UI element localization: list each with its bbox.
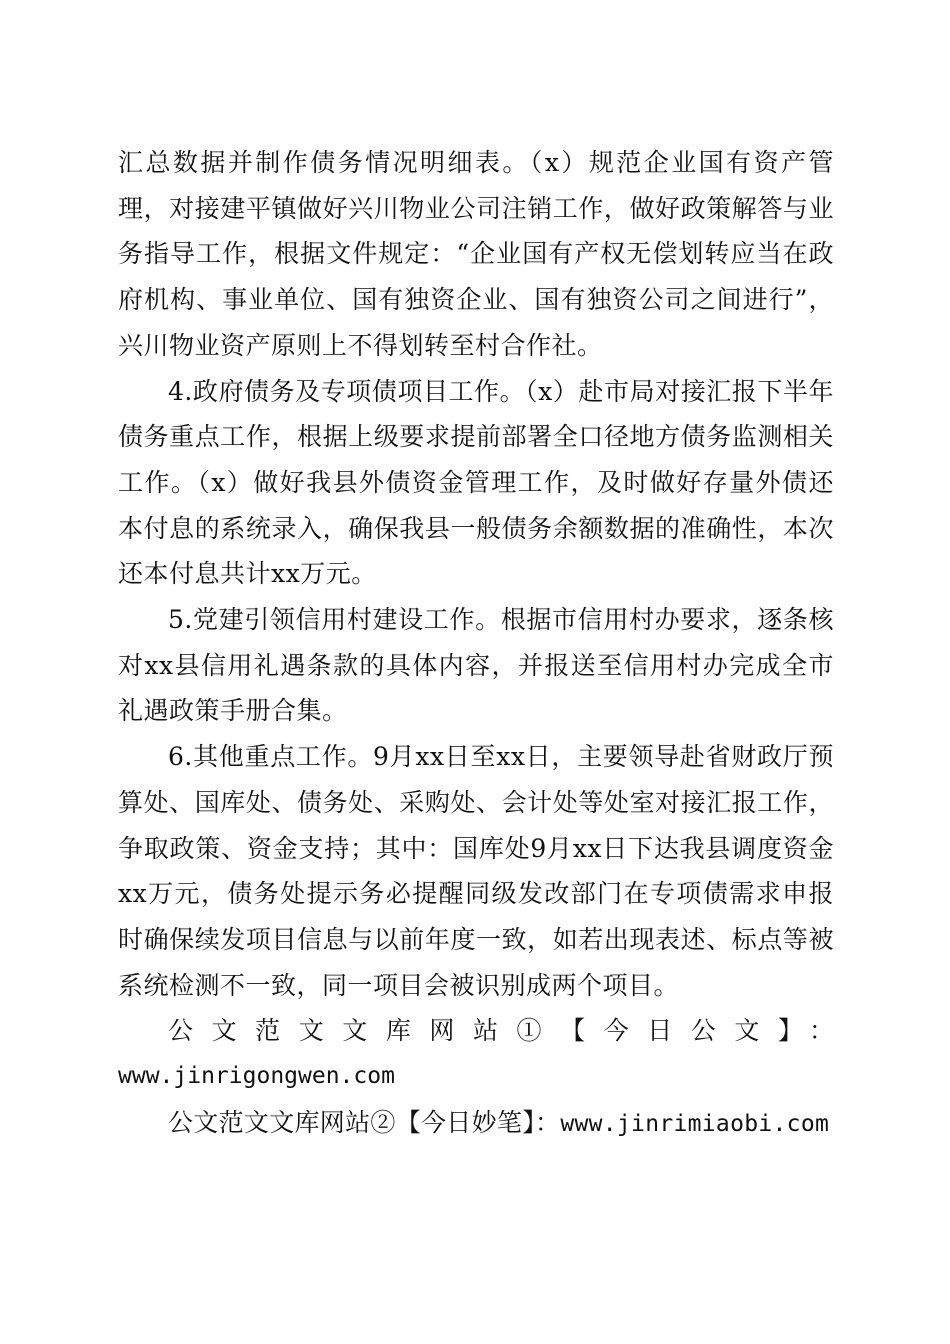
paragraph-government-debt: 4.政府债务及专项债项目工作。（x）赴市局对接汇报下半年债务重点工作，根据上级要求提前部署全口径地方债务监测相关工作。（x）做好我县外债资金管理工作，及时做好存量外债还本付息的系统录入，确保我县一般债务余额数据的准确性，本次还本付息共计xx万元。 <box>118 376 834 589</box>
paragraph-other-work: 6.其他重点工作。9月xx日至xx日，主要领导赴省财政厅预算处、国库处、债务处、采购处、会计处等处室对接汇报工作，争取政策、资金支持；其中：国库处9月xx日下达我县调度资金xx万元，债务处提示务必提醒同级发改部门在专项债需求申报时确保续发项目信息与以前年度一致，如若出现表述、标点等被系统检测不一致，同一项目会被识别成两个项目。 <box>118 742 834 1000</box>
footer-site-2 <box>118 1100 834 1148</box>
footer-site-2-url[interactable]: www.jinrimiaobi.com <box>560 1110 830 1137</box>
footer-site-1-url[interactable]: www.jinrigongwen.com <box>118 1063 395 1090</box>
footer-site-2-label: 公文范文文库网站②【今日妙笔】： <box>168 1107 561 1137</box>
paragraph-continued: 汇总数据并制作债务情况明细表。（x）规范企业国有资产管理，对接建平镇做好兴川物业公司注销工作，做好政策解答与业务指导工作，根据文件规定：“企业国有产权无偿划转应当在政府机构、事业单位、国有独资企业、国有独资公司之间进行”，兴川物业资产原则上不得划转至村合作社。 <box>118 148 834 360</box>
paragraph-credit-village: 5.党建引领信用村建设工作。根据市信用村办要求，逐条核对xx县信用礼遇条款的具体内容，并报送至信用村办完成全市礼遇政策手册合集。 <box>118 605 834 726</box>
document-body <box>118 140 834 1147</box>
footer-site-1-label: 公文范文文库网站①【今日公文】： <box>168 1016 834 1046</box>
